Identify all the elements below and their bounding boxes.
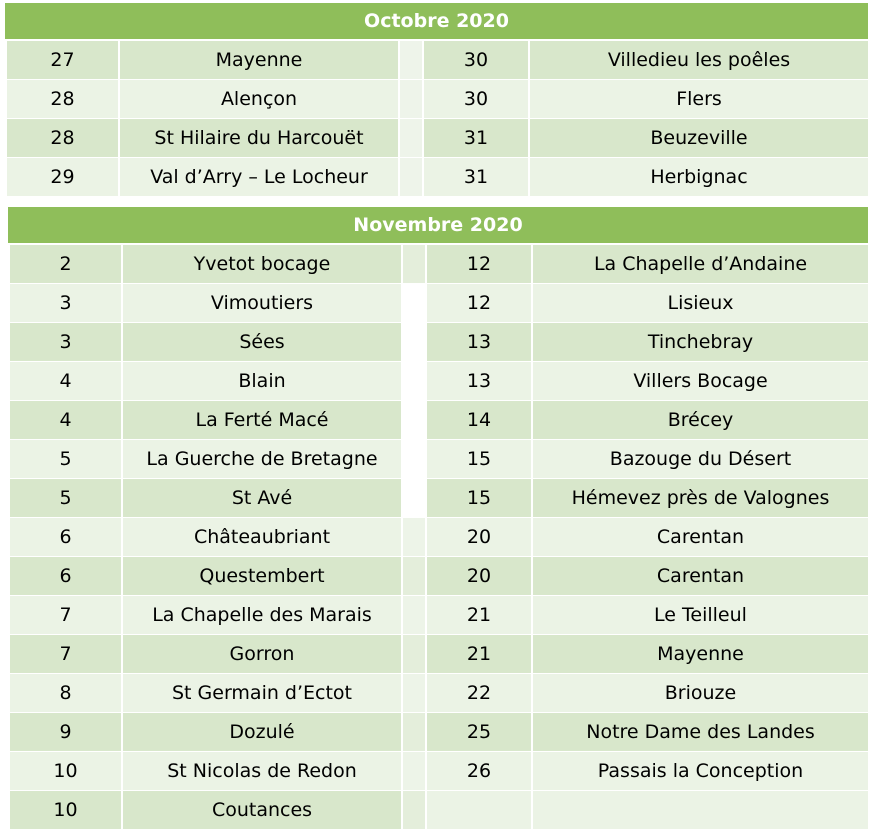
place-cell: St Nicolas de Redon: [122, 752, 402, 791]
column-gap: [402, 323, 426, 362]
table-row: [9, 440, 869, 479]
date-cell: 20: [426, 557, 532, 596]
place-cell: Tinchebray: [532, 323, 869, 362]
table-row: [6, 119, 869, 158]
column-gap: [402, 479, 426, 518]
place-cell: Vimoutiers: [122, 284, 402, 323]
place-cell: Villedieu les poêles: [529, 41, 869, 80]
place-cell: St Germain d’Ectot: [122, 674, 402, 713]
place-cell: Brécey: [532, 401, 869, 440]
date-cell: 14: [426, 401, 532, 440]
date-cell: 3: [9, 323, 122, 362]
date-cell: 5: [9, 440, 122, 479]
date-cell: 30: [423, 41, 529, 80]
table-novembre: [8, 207, 868, 830]
date-cell: 28: [6, 119, 119, 158]
place-cell: Le Teilleul: [532, 596, 869, 635]
date-cell: 26: [426, 752, 532, 791]
date-cell: 22: [426, 674, 532, 713]
place-cell: Carentan: [532, 518, 869, 557]
date-cell: 7: [9, 596, 122, 635]
table-row: [9, 713, 869, 752]
table-row: [9, 362, 869, 401]
table-row: [9, 479, 869, 518]
column-gap: [402, 440, 426, 479]
place-cell: [532, 791, 869, 830]
table-row: [6, 158, 869, 197]
place-cell: Flers: [529, 80, 869, 119]
table-row: [9, 791, 869, 830]
table-row: [9, 635, 869, 674]
date-cell: 10: [9, 791, 122, 830]
place-cell: La Ferté Macé: [122, 401, 402, 440]
place-cell: Carentan: [532, 557, 869, 596]
date-cell: 31: [423, 158, 529, 197]
table-novembre-body: [8, 244, 870, 830]
date-cell: 12: [426, 284, 532, 323]
place-cell: St Avé: [122, 479, 402, 518]
place-cell: Herbignac: [529, 158, 869, 197]
date-cell: 13: [426, 323, 532, 362]
table-octobre-body: [5, 40, 870, 197]
table-octobre-title: Octobre 2020: [5, 3, 868, 40]
date-cell: 21: [426, 635, 532, 674]
date-cell: 15: [426, 440, 532, 479]
place-cell: Gorron: [122, 635, 402, 674]
table-row: [9, 518, 869, 557]
column-gap: [402, 245, 426, 284]
column-gap: [402, 674, 426, 713]
table-row: [9, 245, 869, 284]
table-row: [9, 596, 869, 635]
table-row: [9, 401, 869, 440]
column-gap: [399, 80, 423, 119]
column-gap: [399, 41, 423, 80]
date-cell: 6: [9, 518, 122, 557]
place-cell: La Chapelle d’Andaine: [532, 245, 869, 284]
place-cell: Châteaubriant: [122, 518, 402, 557]
date-cell: 4: [9, 362, 122, 401]
column-gap: [402, 557, 426, 596]
place-cell: La Guerche de Bretagne: [122, 440, 402, 479]
place-cell: Dozulé: [122, 713, 402, 752]
date-cell: 12: [426, 245, 532, 284]
table-row: [9, 323, 869, 362]
place-cell: La Chapelle des Marais: [122, 596, 402, 635]
place-cell: Beuzeville: [529, 119, 869, 158]
table-row: [9, 557, 869, 596]
date-cell: 15: [426, 479, 532, 518]
date-cell: 13: [426, 362, 532, 401]
place-cell: Villers Bocage: [532, 362, 869, 401]
place-cell: Blain: [122, 362, 402, 401]
date-cell: 31: [423, 119, 529, 158]
place-cell: St Hilaire du Harcouët: [119, 119, 399, 158]
place-cell: Hémevez près de Valognes: [532, 479, 869, 518]
table-row: [6, 41, 869, 80]
date-cell: 10: [9, 752, 122, 791]
column-gap: [399, 119, 423, 158]
date-cell: 21: [426, 596, 532, 635]
column-gap: [402, 713, 426, 752]
place-cell: Val d’Arry – Le Locheur: [119, 158, 399, 197]
place-cell: Questembert: [122, 557, 402, 596]
table-row: [6, 80, 869, 119]
column-gap: [402, 635, 426, 674]
column-gap: [399, 158, 423, 197]
date-cell: 9: [9, 713, 122, 752]
date-cell: 25: [426, 713, 532, 752]
date-cell: 5: [9, 479, 122, 518]
place-cell: Bazouge du Désert: [532, 440, 869, 479]
date-cell: 2: [9, 245, 122, 284]
date-cell: [426, 791, 532, 830]
place-cell: Coutances: [122, 791, 402, 830]
date-cell: 27: [6, 41, 119, 80]
date-cell: 6: [9, 557, 122, 596]
place-cell: Mayenne: [119, 41, 399, 80]
place-cell: Mayenne: [532, 635, 869, 674]
table-row: [9, 752, 869, 791]
column-gap: [402, 284, 426, 323]
place-cell: Passais la Conception: [532, 752, 869, 791]
table-row: [9, 284, 869, 323]
place-cell: Briouze: [532, 674, 869, 713]
place-cell: Alençon: [119, 80, 399, 119]
date-cell: 8: [9, 674, 122, 713]
column-gap: [402, 752, 426, 791]
column-gap: [402, 518, 426, 557]
column-gap: [402, 596, 426, 635]
column-gap: [402, 401, 426, 440]
place-cell: Lisieux: [532, 284, 869, 323]
date-cell: 30: [423, 80, 529, 119]
place-cell: Notre Dame des Landes: [532, 713, 869, 752]
table-octobre: [5, 3, 868, 197]
date-cell: 4: [9, 401, 122, 440]
date-cell: 20: [426, 518, 532, 557]
table-novembre-title: Novembre 2020: [8, 207, 868, 244]
date-cell: 7: [9, 635, 122, 674]
place-cell: Yvetot bocage: [122, 245, 402, 284]
table-row: [9, 674, 869, 713]
date-cell: 29: [6, 158, 119, 197]
date-cell: 3: [9, 284, 122, 323]
column-gap: [402, 791, 426, 830]
column-gap: [402, 362, 426, 401]
date-cell: 28: [6, 80, 119, 119]
place-cell: Sées: [122, 323, 402, 362]
